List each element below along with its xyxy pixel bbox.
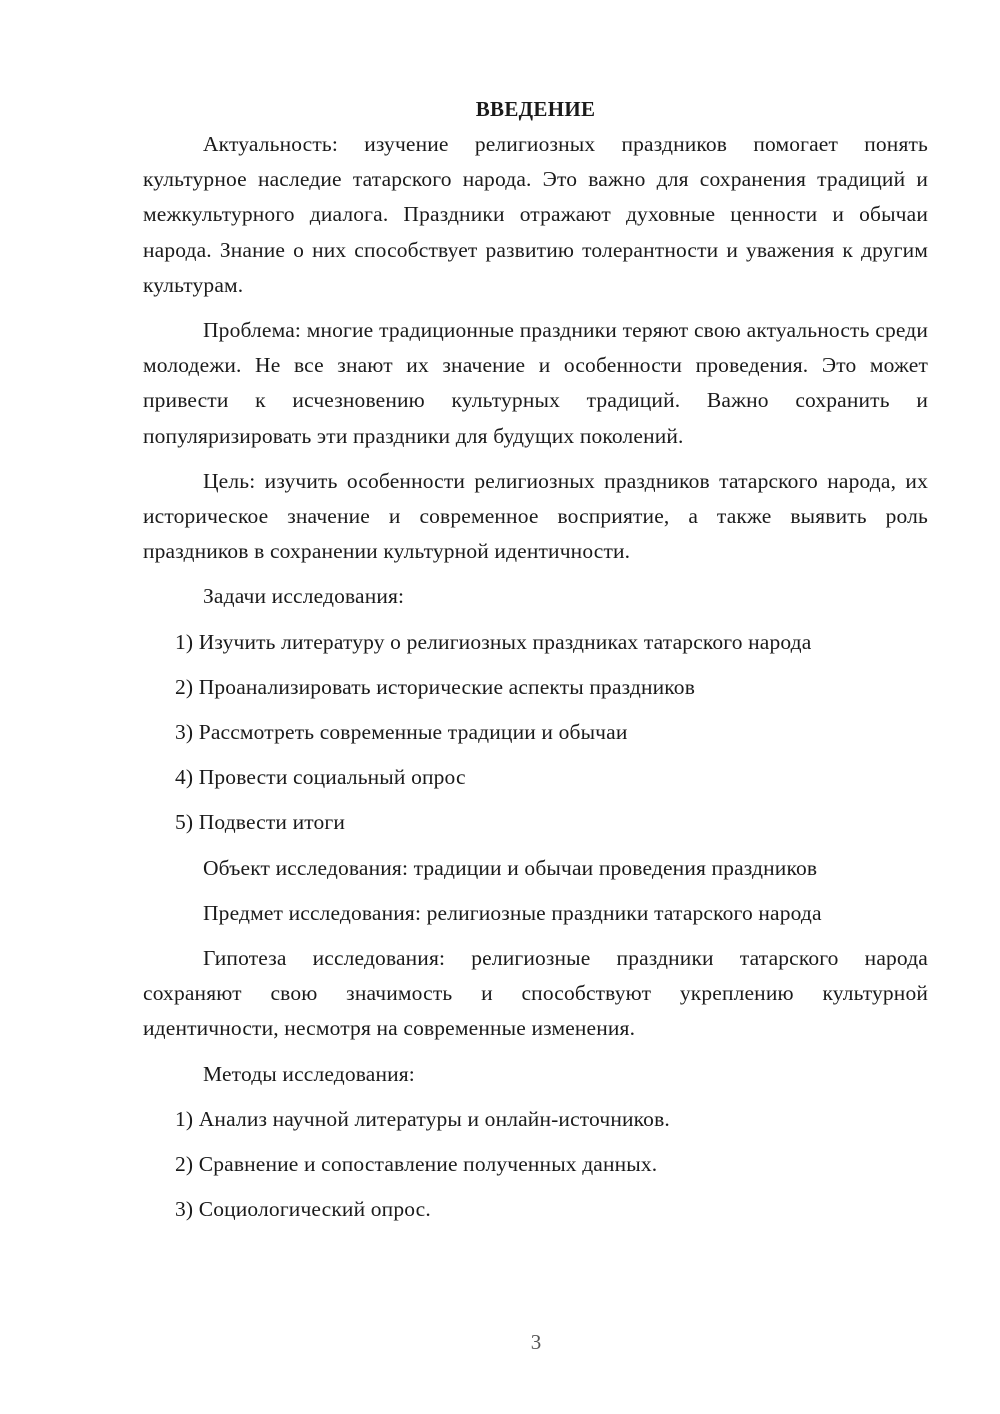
page-number: 3 (530, 1330, 542, 1354)
list-item: 1) Изучить литературу о религиозных праздниках татарского народа (175, 629, 812, 654)
list-item: 2) Сравнение и сопоставление полученных данных. (175, 1152, 658, 1177)
hypothesis-paragraph: Гипотеза исследования: религиозные праздники татарского народа сохраняют свою значимость и способствуют укреплению культурной идентичности, несмотря на современные изменения. (143, 946, 928, 1041)
methods-heading: Методы исследования: (203, 1061, 415, 1086)
list-item: 2) Проанализировать исторические аспекты праздников (175, 674, 695, 699)
list-item: 3) Социологический опрос. (175, 1197, 431, 1222)
methods-list (143, 1102, 928, 1228)
list-item: 5) Подвести итоги (175, 810, 346, 835)
object-paragraph: Объект исследования: традиции и обычаи проведения праздников (203, 855, 818, 880)
page-title: ВВЕДЕНИЕ (475, 97, 596, 121)
relevance-paragraph: Актуальность: изучение религиозных праздников помогает понять культурное наследие татарского народа. Это важно для сохранения традиций и межкультурного диалога. Праздники отражают духовные ценности и обычаи народа. Знание о них способствует развитию толерантности и уважения к другим культурам. (143, 132, 928, 297)
document-page (143, 92, 928, 1237)
list-item: 1) Анализ научной литературы и онлайн-источников. (175, 1106, 670, 1131)
goal-paragraph: Цель: изучить особенности религиозных праздников татарского народа, их историческое значение и современное восприятие, а также выявить роль праздников в сохранении культурной идентичности. (143, 468, 928, 564)
subject-paragraph: Предмет исследования: религиозные праздники татарского народа (203, 900, 822, 925)
list-item: 3) Рассмотреть современные традиции и обычаи (175, 720, 628, 745)
tasks-heading: Задачи исследования: (203, 584, 405, 609)
problem-paragraph: Проблема: многие традиционные праздники теряют свою актуальность среди молодежи. Не все знают их значение и особенности проведения. Это может привести к исчезновению культурных традиций. Важно сохранить и популяризировать эти праздники для будущих поколений. (143, 318, 928, 448)
tasks-list (143, 625, 928, 841)
list-item: 4) Провести социальный опрос (175, 765, 466, 790)
